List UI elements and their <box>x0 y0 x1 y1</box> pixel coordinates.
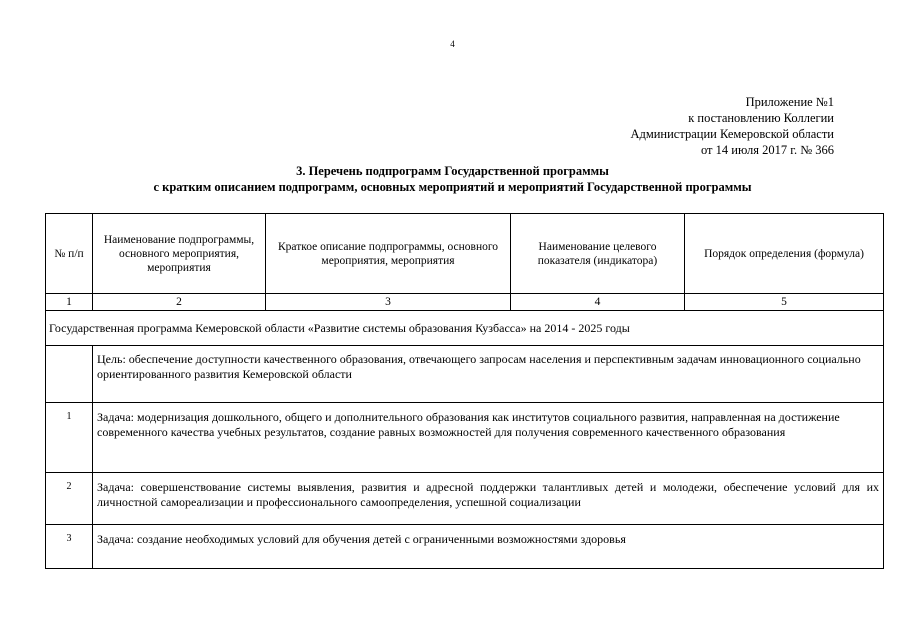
task-text: Задача: совершенствование системы выявления, развития и адресной поддержки талантливых детей и молодежи, обеспечение условий для их личностной самореализации и профессионального самоопределения, успешной социализации <box>93 473 884 525</box>
page-number: 4 <box>450 39 455 49</box>
column-number: 4 <box>511 294 685 311</box>
header-cell-name: Наименование подпрограммы, основного мероприятия, мероприятия <box>93 214 266 294</box>
goal-row <box>46 346 884 403</box>
header-cell-description: Краткое описание подпрограммы, основного мероприятия, мероприятия <box>266 214 511 294</box>
column-number: 5 <box>685 294 884 311</box>
table-row <box>46 473 884 525</box>
table-row <box>46 403 884 473</box>
document-title <box>0 163 905 195</box>
title-line: с кратким описанием подпрограмм, основных мероприятий и мероприятий Государственной программы <box>153 180 752 194</box>
goal-index-cell <box>46 346 93 403</box>
appendix-block <box>630 94 834 158</box>
header-cell-indicator: Наименование целевого показателя (индикатора) <box>511 214 685 294</box>
task-text: Задача: модернизация дошкольного, общего и дополнительного образования как институтов социального развития, направленная на достижение современного качества учебных результатов, создание равных возможностей для получения современного качественного образования <box>93 403 884 473</box>
appendix-line: к постановлению Коллегии <box>688 111 834 125</box>
task-number: 3 <box>46 525 93 569</box>
column-numbers-row <box>46 294 884 311</box>
column-number: 1 <box>46 294 93 311</box>
appendix-line: Администрации Кемеровской области <box>630 127 834 141</box>
table-header-row <box>46 214 884 294</box>
header-cell-formula: Порядок определения (формула) <box>685 214 884 294</box>
table-row <box>46 525 884 569</box>
title-line: 3. Перечень подпрограмм Государственной программы <box>296 164 609 178</box>
column-number: 2 <box>93 294 266 311</box>
program-row <box>46 311 884 346</box>
appendix-line: Приложение №1 <box>745 95 834 109</box>
column-number: 3 <box>266 294 511 311</box>
task-number: 2 <box>46 473 93 525</box>
goal-text: Цель: обеспечение доступности качественного образования, отвечающего запросам населения и перспективным задачам инновационного социально ориентированного развития Кемеровской области <box>93 346 884 403</box>
subprograms-table <box>45 213 884 569</box>
task-number: 1 <box>46 403 93 473</box>
program-name: Государственная программа Кемеровской области «Развитие системы образования Кузбасса» на 2014 - 2025 годы <box>46 311 884 346</box>
task-text: Задача: создание необходимых условий для обучения детей с ограниченными возможностями здоровья <box>93 525 884 569</box>
header-cell-number: № п/п <box>46 214 93 294</box>
appendix-line: от 14 июля 2017 г. № 366 <box>700 143 834 157</box>
